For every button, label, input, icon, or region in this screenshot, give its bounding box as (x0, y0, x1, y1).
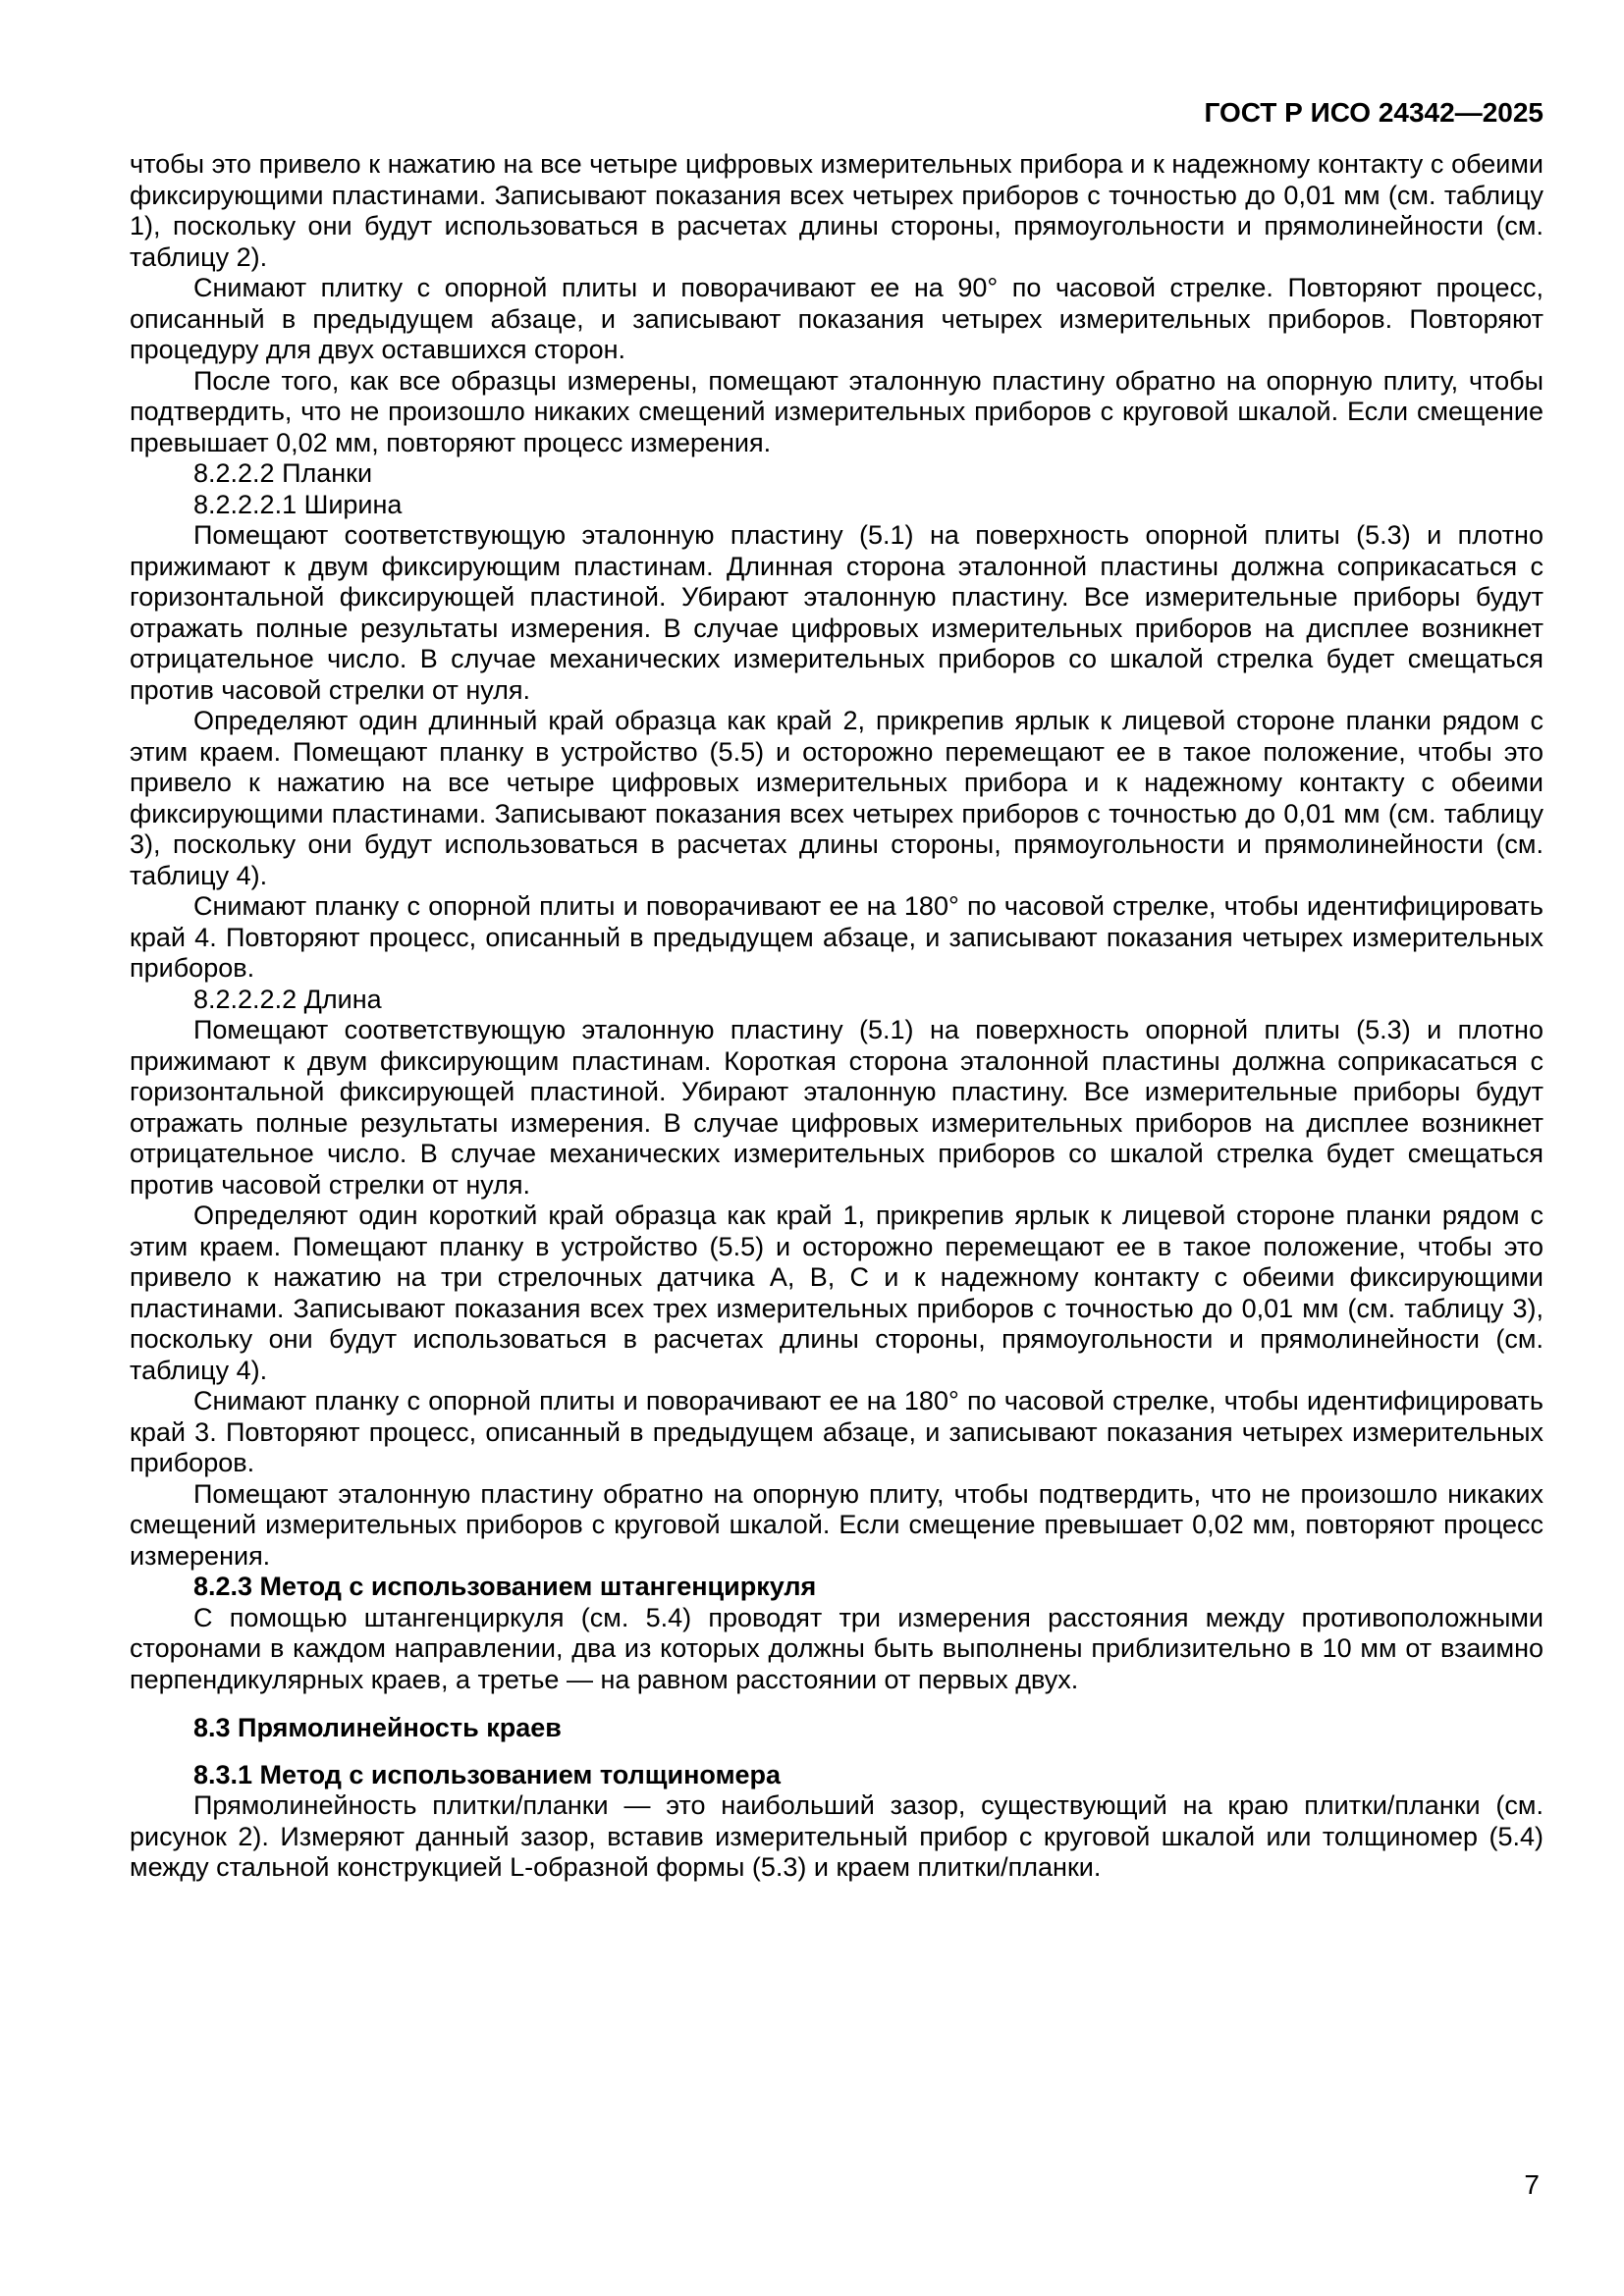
document-content (130, 149, 1543, 1884)
clause-heading-8-2-3: 8.2.3 Метод с использованием штангенциркуля (193, 1572, 817, 1601)
clause-heading-8-2-2-2-1: 8.2.2.2.1 Ширина (193, 489, 403, 519)
clause-heading-8-3-1: 8.3.1 Метод с использованием толщиномера (193, 1759, 782, 1789)
page-footer (1524, 2170, 1540, 2200)
paragraph: После того, как все образцы измерены, помещают эталонную пластину обратно на опорную плиту, чтобы подтвердить, что не произошло никаких смещений измерительных приборов с круговой шкалой. Если смещение превышает 0,02 мм, повторяют процесс измерения. (130, 365, 1543, 457)
paragraph: С помощью штангенциркуля (см. 5.4) проводят три измерения расстояния между противоположными сторонами в каждом направлении, два из которых должны быть выполнены приблизительно в 10 мм от взаимно перпендикулярных краев, а третье — на равном расстоянии от первых двух. (130, 1602, 1543, 1694)
page-header (130, 98, 1543, 128)
paragraph: Определяют один короткий край образца как край 1, прикрепив ярлык к лицевой стороне планки рядом с этим краем. Помещают планку в устройство (5.5) и осторожно перемещают ее в такое положение, чтобы это привело к нажатию на три стрелочных датчика A, B, C и к надежному контакту с обеими фиксирующими пластинами. Записывают показания всех трех измерительных приборов с точностью до 0,01 мм (см. таблицу 3), поскольку они будут использоваться в расчетах длины стороны, прямоугольности и прямолинейности (см. таблицу 4). (130, 1201, 1543, 1385)
paragraph: Прямолинейность плитки/планки — это наибольший зазор, существующий на краю плитки/планки (см. рисунок 2). Измеряют данный зазор, вставив измерительный прибор с круговой шкалой или толщиномер (5.4) между стальной конструкцией L-образной формы (5.3) и краем плитки/планки. (130, 1790, 1543, 1882)
page-number: 7 (1524, 2169, 1540, 2200)
paragraph: Помещают эталонную пластину обратно на опорную плиту, чтобы подтвердить, что не произошло никаких смещений измерительных приборов с круговой шкалой. Если смещение превышает 0,02 мм, повторяют процесс измерения. (130, 1478, 1543, 1571)
paragraph: Снимают планку с опорной плиты и поворачивают ее на 180° по часовой стрелке, чтобы идентифицировать край 3. Повторяют процесс, описанный в предыдущем абзаце, и записывают показания четырех измерительных приборов. (130, 1386, 1543, 1477)
paragraph: Помещают соответствующую эталонную пластину (5.1) на поверхность опорной плиты (5.3) и плотно прижимают к двум фиксирующим пластинам. Длинная сторона эталонной пластины должна соприкасаться с горизонтальной фиксирующей пластиной. Убирают эталонную пластину. Все измерительные приборы будут отражать полные результаты измерения. В случае цифровых измерительных приборов на дисплее возникнет отрицательное число. В случае механических измерительных приборов со шкалой стрелка будет смещаться против часовой стрелки от нуля. (130, 520, 1543, 705)
clause-heading-8-2-2-2: 8.2.2.2 Планки (193, 458, 373, 488)
paragraph: Помещают соответствующую эталонную пластину (5.1) на поверхность опорной плиты (5.3) и плотно прижимают к двум фиксирующим пластинам. Короткая сторона эталонной пластины должна соприкасаться с горизонтальной фиксирующей пластиной. Убирают эталонную пластину. Все измерительные приборы будут отражать полные результаты измерения. В случае цифровых измерительных приборов на дисплее возникнет отрицательное число. В случае механических измерительных приборов со шкалой стрелка будет смещаться против часовой стрелки от нуля. (130, 1015, 1543, 1200)
paragraph: Снимают плитку с опорной плиты и поворачивают ее на 90° по часовой стрелке. Повторяют процесс, описанный в предыдущем абзаце, и записывают показания четырех измерительных приборов. Повторяют процедуру для двух оставшихся сторон. (130, 273, 1543, 364)
clause-heading-8-3: 8.3 Прямолинейность краев (193, 1713, 562, 1742)
clause-heading-8-2-2-2-2: 8.2.2.2.2 Длина (193, 984, 382, 1014)
document-code: ГОСТ Р ИСО 24342—2025 (1204, 97, 1543, 128)
paragraph-continuation: чтобы это привело к нажатию на все четыре цифровых измерительных прибора и к надежному контакту с обеими фиксирующими пластинами. Записывают показания всех четырех приборов с точностью до 0,01 мм (см. таблицу 1), поскольку они будут использоваться в расчетах длины стороны, прямоугольности и прямолинейности (см. таблицу 2). (130, 149, 1543, 272)
paragraph: Снимают планку с опорной плиты и поворачивают ее на 180° по часовой стрелке, чтобы идентифицировать край 4. Повторяют процесс, описанный в предыдущем абзаце, и записывают показания четырех измерительных приборов. (130, 891, 1543, 983)
paragraph: Определяют один длинный край образца как край 2, прикрепив ярлык к лицевой стороне планки рядом с этим краем. Помещают планку в устройство (5.5) и осторожно перемещают ее в такое положение, чтобы это привело к нажатию на все четыре цифровых измерительных прибора и к надежному контакту с обеими фиксирующими пластинами. Записывают показания всех четырех приборов с точностью до 0,01 мм (см. таблицу 3), поскольку они будут использоваться в расчетах длины стороны, прямоугольности и прямолинейности (см. таблицу 4). (130, 706, 1543, 890)
